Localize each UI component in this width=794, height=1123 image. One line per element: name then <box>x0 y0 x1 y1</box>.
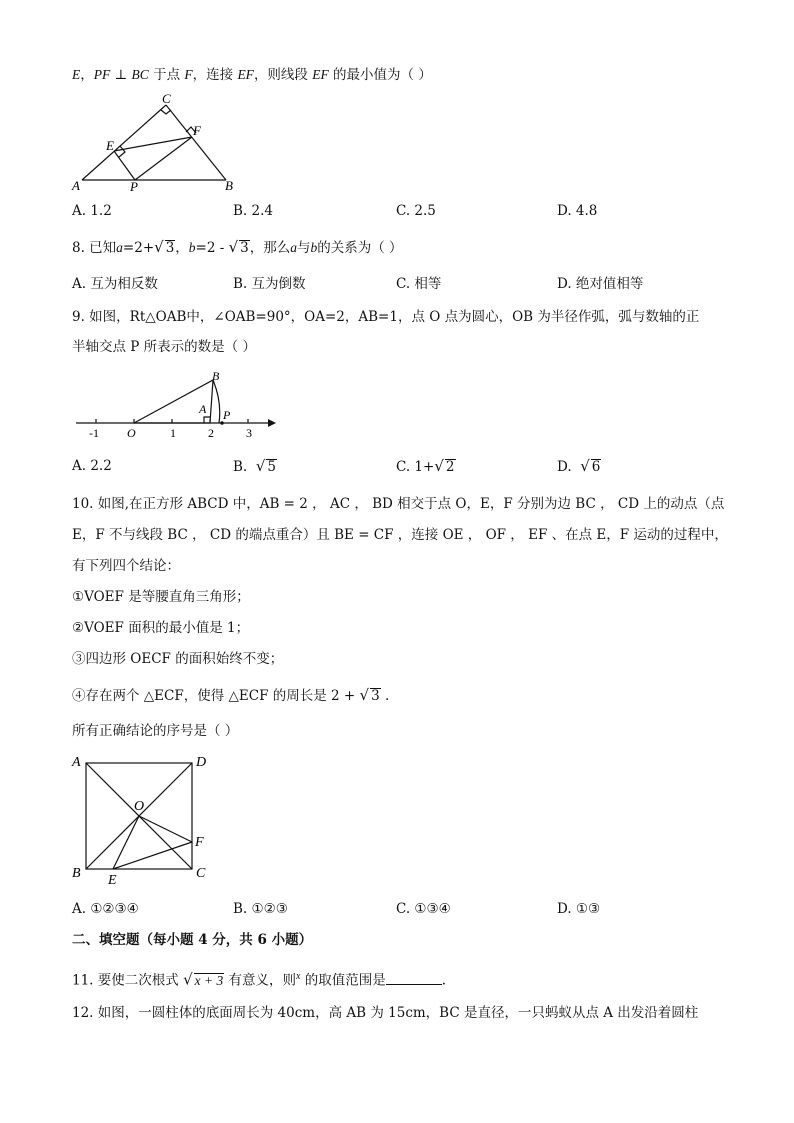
q9-stem-line2: 半轴交点 P 所表示的数是（ ） <box>72 339 256 355</box>
q8-radicand-2: 3 <box>240 240 249 256</box>
q11-stem <box>72 968 446 990</box>
q7-option-c[interactable]: C. 2.5 <box>396 203 436 219</box>
q10-conclusion-3: ③四边形 OECF 的面积始终不变； <box>72 651 284 667</box>
q10-conclusion-4-text: ④存在两个 △ECF，使得 △ECF 的周长是 2 + <box>72 688 360 704</box>
q8-radicand-1: 3 <box>165 240 175 256</box>
q8-text: =2 - <box>195 240 229 256</box>
q8-option-b[interactable]: B. 互为倒数 <box>233 276 306 292</box>
q7-label-p: P <box>130 179 138 194</box>
q9-option-c-label: C. 1+ <box>396 459 435 475</box>
q7-line1 <box>72 66 432 84</box>
q9-option-a[interactable]: A. 2.2 <box>72 458 112 474</box>
q9-tick-label: 1 <box>170 426 176 440</box>
q7-label-e: E <box>106 138 114 153</box>
radical-sign-icon: √ <box>154 238 164 256</box>
q9-option-b-label: B. <box>233 459 248 475</box>
q9-stem-line1: 9. 如图，Rt△OAB中，∠OAB=90°，OA=2，AB=1，点 O 点为圆心，OB 为半径作弧，弧与数轴的正 <box>72 309 700 325</box>
q11-text: 的取值范围是 <box>300 972 386 989</box>
q10-conclusion-4-end: . <box>380 688 390 704</box>
q7-var-pf: PF <box>93 67 111 82</box>
q10-label-f: F <box>195 835 204 850</box>
q9-option-c[interactable] <box>396 457 456 476</box>
radical-sign-icon: √ <box>228 238 239 256</box>
q10-label-b: B <box>72 866 81 881</box>
q10-label-d: D <box>196 755 207 770</box>
q9-label-p: P <box>223 408 231 422</box>
q7-label-a: A <box>72 178 80 193</box>
q10-option-b[interactable]: B. ①②③ <box>233 901 288 917</box>
radical-sign-icon: √ <box>183 970 193 989</box>
q10-label-o: O <box>134 799 145 814</box>
q7-right-angle-e <box>119 146 125 157</box>
q10-stem-line3: 有下列四个结论： <box>72 558 180 574</box>
q9-option-b-radicand: 5 <box>267 459 276 475</box>
q10-conclusion-2: ②VOEF 面积的最小值是 1； <box>72 620 250 636</box>
q7-var-ef2: EF <box>312 67 329 82</box>
q8-text: 的关系为（ ） <box>317 240 403 256</box>
q10-conclusion-4 <box>72 686 389 705</box>
q7-perp: ⊥ <box>110 67 132 83</box>
q7-option-d[interactable]: D. 4.8 <box>557 203 598 219</box>
q8-option-c[interactable]: C. 相等 <box>396 276 442 292</box>
q9-arc <box>213 380 220 423</box>
q7-option-b[interactable]: B. 2.4 <box>233 203 273 219</box>
q8-var-a: a <box>290 240 297 255</box>
q10-option-a[interactable]: A. ①②③④ <box>72 901 139 917</box>
q7-segment-pe <box>114 151 135 180</box>
q8-text: ， <box>175 240 189 256</box>
q10-stem-line1: 10. 如图,在正方形 ABCD 中，AB = 2 ， AC ， BD 相交于点 O，E，F 分别为边 BC ， CD 上的动点（点 <box>72 496 725 512</box>
q9-tick-label: 3 <box>246 426 252 440</box>
q10-label-a: A <box>72 755 81 770</box>
q10-option-d[interactable]: D. ①③ <box>557 901 601 917</box>
q8-text: ，那么 <box>249 240 291 256</box>
section-heading: 二、填空题（每小题 4 分，共 6 小题） <box>72 932 313 948</box>
q7-side-bc <box>166 105 226 180</box>
q9-axis-arrow-icon <box>268 419 276 427</box>
q9-option-d-label: D. <box>557 459 572 475</box>
q7-segment-ef <box>114 137 192 151</box>
q9-label-o: O <box>127 426 136 440</box>
q7-text: ，连接 <box>192 67 238 83</box>
q9-label-b: B <box>212 369 220 383</box>
q10-label-c: C <box>196 866 206 881</box>
q10-prompt: 所有正确结论的序号是（ ） <box>72 723 239 739</box>
q7-label-c: C <box>162 92 171 106</box>
q7-label-f: F <box>193 123 201 138</box>
q7-segment-pf <box>135 137 192 180</box>
q8-text: =2+ <box>122 240 155 256</box>
q9-option-d-radicand: 6 <box>591 459 601 475</box>
q9-option-c-radicand: 2 <box>445 459 455 475</box>
q7-triangle-figure <box>66 92 246 194</box>
radical-sign-icon: √ <box>434 457 444 475</box>
q10-square-figure <box>66 750 216 892</box>
q12-stem-line1: 12. 如图，一圆柱体的底面周长为 40cm，高 AB 为 15cm，BC 是直径，一只蚂蚁从点 A 出发沿着圆柱 <box>72 1005 699 1021</box>
q10-stem-line2: E，F 不与线段 BC ， CD 的端点重合）且 BE = CF ，连接 OE ， OF ， EF 、在点 E，F 运动的过程中， <box>72 527 728 543</box>
q7-var-bc: BC <box>131 67 149 82</box>
q7-text: ，则线段 <box>253 67 313 83</box>
q7-var-ef: EF <box>237 67 254 82</box>
q8-var-b: b <box>188 240 196 255</box>
radical-sign-icon: √ <box>359 686 370 704</box>
q9-option-d[interactable] <box>557 457 601 476</box>
q7-var-f: F <box>184 67 193 82</box>
q10-label-e: E <box>108 873 117 888</box>
q7-text: 的最小值为（ ） <box>328 67 432 83</box>
q9-tick-label: 2 <box>208 426 214 440</box>
q11-text: 有意义，则 <box>224 972 297 989</box>
q7-var-e: E <box>72 67 81 82</box>
q8-var-b: b <box>310 240 318 255</box>
q8-text: 8. 已知 <box>72 240 117 256</box>
q9-side-ab <box>210 380 213 423</box>
q7-text: ， <box>80 67 94 83</box>
radical-sign-icon: √ <box>580 457 590 475</box>
q10-option-c[interactable]: C. ①③④ <box>396 901 451 917</box>
q9-tick-label: -1 <box>89 426 99 440</box>
q8-option-d[interactable]: D. 绝对值相等 <box>557 276 644 292</box>
q7-label-b: B <box>225 178 233 193</box>
q8-text: 与 <box>297 240 311 256</box>
q11-text: 11. 要使二次根式 <box>72 972 184 989</box>
radical-sign-icon: √ <box>255 457 266 475</box>
q7-text: 于点 <box>148 67 185 83</box>
q8-var-a: a <box>116 240 123 255</box>
q8-stem <box>72 238 403 257</box>
q10-conclusion-4-radicand: 3 <box>371 688 380 704</box>
q9-right-angle-a <box>204 417 210 423</box>
q10-segment-of <box>139 816 192 842</box>
q7-side-ac <box>82 105 166 180</box>
q9-option-b[interactable] <box>233 457 277 476</box>
q11-var-x: x <box>296 971 301 982</box>
q11-radicand: x + 3 <box>194 972 224 988</box>
q9-number-line-figure <box>72 364 282 442</box>
q7-option-a[interactable]: A. 1.2 <box>72 203 112 219</box>
q11-answer-blank[interactable] <box>386 972 442 985</box>
q9-label-a: A <box>199 402 207 416</box>
q8-option-a[interactable]: A. 互为相反数 <box>72 276 158 292</box>
q7-right-angle-c <box>161 110 171 114</box>
q10-conclusion-1: ①VOEF 是等腰直角三角形； <box>72 589 250 605</box>
q11-text: . <box>441 972 447 989</box>
